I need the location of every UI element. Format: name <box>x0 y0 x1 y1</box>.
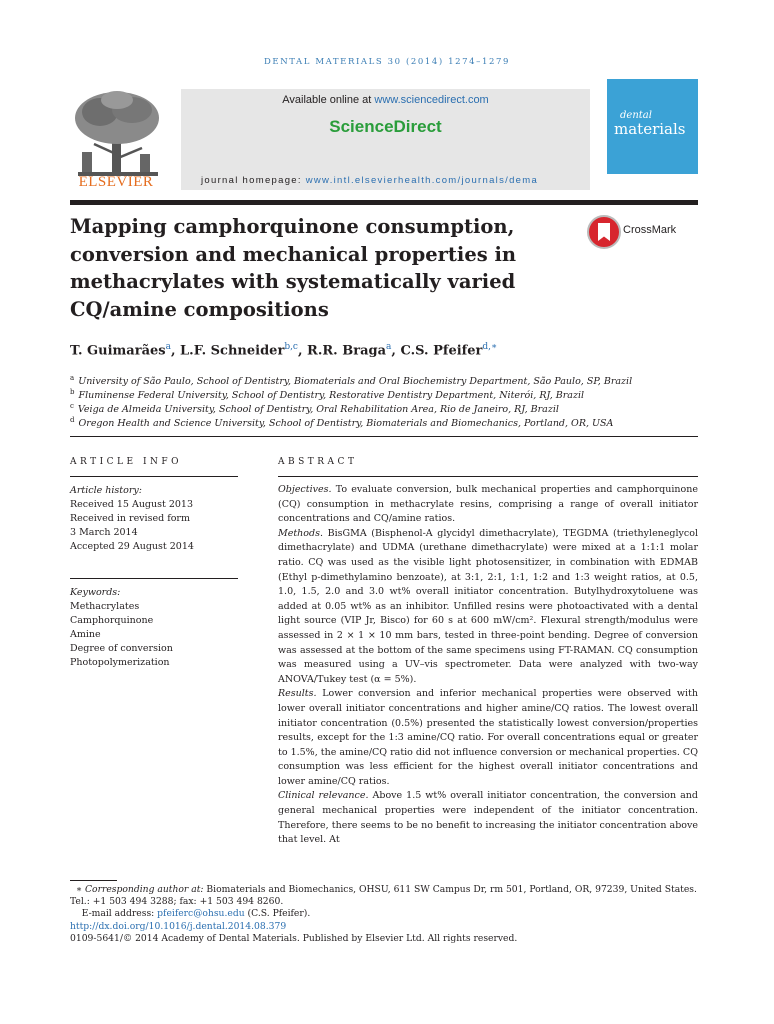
crossmark-label: CrossMark <box>623 224 677 236</box>
available-prefix: Available online at <box>282 94 375 106</box>
email-label: E-mail address: <box>81 908 158 920</box>
keyword: Photopolymerization <box>70 657 170 668</box>
email-link[interactable]: pfeiferc@ohsu.edu <box>157 908 245 920</box>
abstract-text: Above 1.5 wt% overall initiator concentration, the conversion and general mechanical properties were independent of the initiator concentration. Therefore, there seems to be no benefit to increasing the initiator concentration above that level. At <box>278 790 698 846</box>
sciencedirect-link[interactable]: www.sciencedirect.com <box>374 94 489 106</box>
article-info-heading: ARTICLE INFO <box>70 457 183 467</box>
author-affil-marker[interactable]: b,c <box>284 342 298 352</box>
affil-text: Fluminense Federal University, School of Dentistry, Restorative Dentistry Department, Niterói, RJ, Brazil <box>78 390 585 402</box>
cover-line2: materials <box>614 120 686 138</box>
abstract-label: Objectives. <box>278 484 332 495</box>
abstract-text: To evaluate conversion, bulk mechanical properties and camphorquinone (CQ) consumption in methacrylate resins, comprising a range of overall initiator concentrations and CQ/amine ratios. <box>278 484 698 525</box>
crossmark-badge[interactable] <box>587 215 699 249</box>
abstract-paragraph <box>278 789 698 847</box>
journal-banner <box>181 89 590 190</box>
affil-marker: d <box>70 416 75 424</box>
keywords <box>70 586 238 670</box>
keywords-rule <box>70 578 238 579</box>
keyword: Amine <box>70 629 101 640</box>
affil-text: Veiga de Almeida University, School of Dentistry, Oral Rehabilitation Area, Rio de Janeiro, RJ, Brazil <box>77 404 559 416</box>
corresponding-label: ∗ Corresponding author at: <box>75 884 204 895</box>
affil-marker: b <box>70 388 75 396</box>
author: C.S. Pfeifer <box>400 343 483 359</box>
affiliation <box>70 414 700 430</box>
keyword: Camphorquinone <box>70 615 154 626</box>
author: L.F. Schneider <box>180 343 285 359</box>
corresponding-text: Biomaterials and Biomechanics, OHSU, 611 SW Campus Dr, rm 501, Portland, OR, 97239, United States. <box>203 884 697 895</box>
doi-link[interactable]: http://dx.doi.org/10.1016/j.dental.2014.08.379 <box>70 920 287 932</box>
header-rule <box>70 200 698 205</box>
copyright: 0109-5641/© 2014 Academy of Dental Materials. Published by Elsevier Ltd. All rights reserved. <box>70 932 518 944</box>
email-suffix: (C.S. Pfeifer). <box>244 908 311 920</box>
history-label: Article history: <box>70 485 142 496</box>
crossmark-icon <box>587 215 621 249</box>
cover-footer-strip <box>607 174 698 192</box>
author: R.R. Braga <box>307 343 387 359</box>
abstract-text: BisGMA (Bisphenol-A glycidyl dimethacrylate), TEGDMA (triethyleneglycol dimethacrylate) and UDMA (urethane dimethacrylate) were mixed at a 1:1:1 molar ratio. CQ was used as the visible light photosensitizer, in combination with EDMAB (Ethyl p-dimethylamino benzoate), at 3:1, 2:1, 1:1, 1:2 and 1:3 weight ratios, at 0.5, 1.0, 1.5, 2.0 and 3.0 wt% overall initiator concentration. Butylhydroxytoluene was added at 0.05 wt% as an inhibitor. Unfilled resins were photoactivated with a dental light source (VIP Jr, Bisco) for 60 s at 600 mW/cm². Flexural strength/modulus were assessed in 2 × 1 × 10 mm bars, tested in three-point bending. Degree of conversion was assessed at the bottom of the same specimens using FT-RAMAN. CQ consumption was measured using a UV–vis spectrometer. Data were analyzed with two-way ANOVA/Tukey test (α = 5%). <box>278 527 698 685</box>
abstract-label: Results. <box>278 688 317 700</box>
email-line <box>70 908 710 920</box>
corresponding-author <box>70 884 710 896</box>
footnote-rule <box>70 880 117 881</box>
article-title: Mapping camphorquinone consumption, conversion and mechanical properties in methacrylates with systematically varied CQ/amine compositions <box>70 215 517 321</box>
affil-marker: a <box>70 374 75 382</box>
keyword: Methacrylates <box>70 601 140 612</box>
abstract-text: Lower conversion and inferior mechanical properties were observed with lower overall initiator concentrations and higher amine/CQ ratios. The lowest overall initiator concentration (0.5%) presented the statistically lowest conversion/properties results, except for the 1:3 amine/CQ ratio. For overall concentrations equal or greater to 1.5%, the amine/CQ ratio did not influence conversion or mechanical properties. CQ consumption was less efficient for the highest overall initiator concentrations and lower amine/CQ ratios. <box>278 688 698 787</box>
affil-text: Oregon Health and Science University, School of Dentistry, Biomaterials and Biomechanics, Portland, OR, USA <box>78 418 614 430</box>
author: T. Guimarães <box>70 343 166 359</box>
journal-cover <box>607 79 698 192</box>
journal-homepage <box>201 175 538 186</box>
abstract-label: Clinical relevance. <box>278 790 369 802</box>
history-line: Accepted 29 August 2014 <box>70 541 194 552</box>
running-head: DENTAL MATERIALS 30 (2014) 1274–1279 <box>263 57 511 67</box>
footnote <box>70 884 710 945</box>
abstract-heading: ABSTRACT <box>278 457 358 467</box>
abstract-paragraph <box>278 687 698 789</box>
history-line: Received in revised form <box>70 513 190 524</box>
abstract-body <box>278 483 698 848</box>
elsevier-wordmark: ELSEVIER <box>78 174 154 190</box>
abstract-paragraph <box>278 527 698 688</box>
available-online <box>181 94 590 106</box>
keyword: Degree of conversion <box>70 643 173 654</box>
history-line: Received 15 August 2013 <box>70 499 194 510</box>
cover-line1: dental <box>620 110 652 121</box>
author-separator: , <box>297 343 308 359</box>
author-affil-marker[interactable]: d,∗ <box>482 342 498 352</box>
homepage-link[interactable]: www.intl.elsevierhealth.com/journals/dema <box>305 175 539 186</box>
article-history <box>70 484 238 554</box>
keywords-label: Keywords: <box>70 587 121 598</box>
affil-marker: c <box>70 402 74 410</box>
homepage-label: journal homepage: <box>201 175 306 186</box>
phone-fax: Tel.: +1 503 494 3288; fax: +1 503 494 8260. <box>70 896 284 908</box>
history-line: 3 March 2014 <box>70 527 138 538</box>
author-affil-marker[interactable]: a <box>165 342 171 352</box>
author-separator: , <box>391 343 401 359</box>
abstract-label: Methods. <box>278 527 323 539</box>
affil-text: University of São Paulo, School of Dentistry, Biomaterials and Oral Biochemistry Department, São Paulo, SP, Brazil <box>78 376 633 388</box>
abstract-paragraph <box>278 483 698 527</box>
section-rule <box>70 436 698 437</box>
abstract-rule <box>278 476 698 477</box>
article-info-rule <box>70 476 238 477</box>
author-separator: , <box>170 343 181 359</box>
author-list <box>70 342 497 358</box>
sciencedirect-brand: ScienceDirect <box>329 117 442 136</box>
author-affil-marker[interactable]: a <box>386 342 392 352</box>
